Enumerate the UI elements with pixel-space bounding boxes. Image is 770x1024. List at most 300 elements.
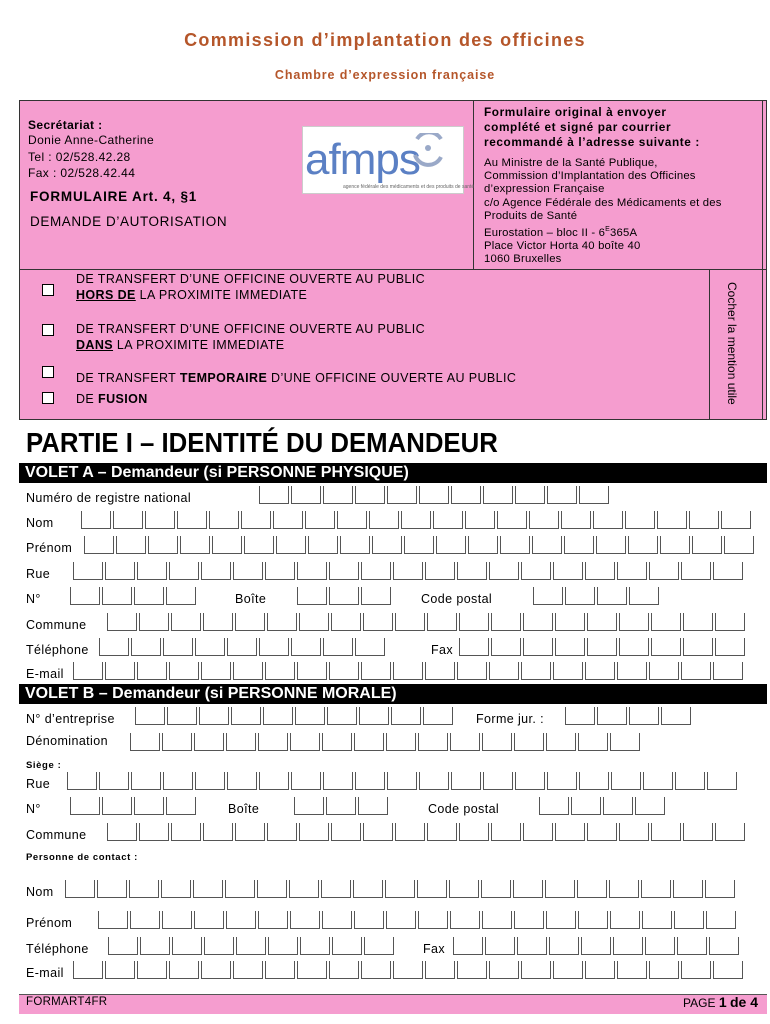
input-cell[interactable]	[199, 707, 229, 725]
input-cell[interactable]	[521, 562, 551, 580]
input-cell[interactable]	[299, 613, 329, 631]
input-cell[interactable]	[514, 911, 544, 929]
input-cell[interactable]	[137, 961, 167, 979]
input-cell[interactable]	[329, 961, 359, 979]
rue-b-input[interactable]	[67, 772, 739, 790]
input-cell[interactable]	[130, 911, 160, 929]
input-cell[interactable]	[523, 638, 553, 656]
input-cell[interactable]	[597, 707, 627, 725]
input-cell[interactable]	[546, 911, 576, 929]
input-cell[interactable]	[97, 880, 127, 898]
input-cell[interactable]	[651, 823, 681, 841]
denomination-input[interactable]	[130, 733, 642, 751]
input-cell[interactable]	[555, 613, 585, 631]
input-cell[interactable]	[587, 823, 617, 841]
input-cell[interactable]	[259, 772, 289, 790]
input-cell[interactable]	[326, 797, 356, 815]
input-cell[interactable]	[161, 880, 191, 898]
input-cell[interactable]	[361, 961, 391, 979]
input-cell[interactable]	[169, 662, 199, 680]
input-cell[interactable]	[297, 961, 327, 979]
input-cell[interactable]	[533, 587, 563, 605]
input-cell[interactable]	[451, 772, 481, 790]
input-cell[interactable]	[500, 536, 530, 554]
input-cell[interactable]	[226, 733, 256, 751]
input-cell[interactable]	[629, 587, 659, 605]
input-cell[interactable]	[194, 911, 224, 929]
input-cell[interactable]	[364, 937, 394, 955]
input-cell[interactable]	[579, 772, 609, 790]
input-cell[interactable]	[289, 880, 319, 898]
input-cell[interactable]	[451, 486, 481, 504]
input-cell[interactable]	[139, 613, 169, 631]
input-cell[interactable]	[483, 772, 513, 790]
nom-b-input[interactable]	[65, 880, 737, 898]
input-cell[interactable]	[290, 733, 320, 751]
input-cell[interactable]	[545, 880, 575, 898]
input-cell[interactable]	[116, 536, 146, 554]
input-cell[interactable]	[404, 536, 434, 554]
input-cell[interactable]	[625, 511, 655, 529]
numero-input[interactable]	[70, 587, 198, 605]
boite-b-input[interactable]	[294, 797, 390, 815]
input-cell[interactable]	[233, 662, 263, 680]
input-cell[interactable]	[681, 562, 711, 580]
input-cell[interactable]	[393, 961, 423, 979]
input-cell[interactable]	[131, 772, 161, 790]
input-cell[interactable]	[660, 536, 690, 554]
input-cell[interactable]	[227, 772, 257, 790]
input-cell[interactable]	[299, 823, 329, 841]
input-cell[interactable]	[137, 562, 167, 580]
input-cell[interactable]	[418, 911, 448, 929]
input-cell[interactable]	[329, 587, 359, 605]
code-postal-b-input[interactable]	[539, 797, 667, 815]
input-cell[interactable]	[459, 613, 489, 631]
input-cell[interactable]	[84, 536, 114, 554]
input-cell[interactable]	[331, 823, 361, 841]
input-cell[interactable]	[705, 880, 735, 898]
input-cell[interactable]	[129, 880, 159, 898]
input-cell[interactable]	[657, 511, 687, 529]
input-cell[interactable]	[73, 562, 103, 580]
input-cell[interactable]	[148, 536, 178, 554]
input-cell[interactable]	[297, 587, 327, 605]
input-cell[interactable]	[172, 937, 202, 955]
input-cell[interactable]	[603, 797, 633, 815]
input-cell[interactable]	[332, 937, 362, 955]
input-cell[interactable]	[98, 911, 128, 929]
input-cell[interactable]	[201, 961, 231, 979]
input-cell[interactable]	[585, 662, 615, 680]
input-cell[interactable]	[135, 707, 165, 725]
input-cell[interactable]	[393, 562, 423, 580]
input-cell[interactable]	[707, 772, 737, 790]
input-cell[interactable]	[329, 562, 359, 580]
fax-b-input[interactable]	[453, 937, 741, 955]
input-cell[interactable]	[265, 562, 295, 580]
input-cell[interactable]	[203, 613, 233, 631]
input-cell[interactable]	[523, 823, 553, 841]
input-cell[interactable]	[162, 911, 192, 929]
option-checkbox-temporaire[interactable]	[42, 366, 54, 378]
input-cell[interactable]	[521, 662, 551, 680]
input-cell[interactable]	[617, 961, 647, 979]
input-cell[interactable]	[642, 911, 672, 929]
input-cell[interactable]	[579, 486, 609, 504]
input-cell[interactable]	[649, 662, 679, 680]
input-cell[interactable]	[715, 613, 745, 631]
input-cell[interactable]	[489, 961, 519, 979]
input-cell[interactable]	[259, 486, 289, 504]
input-cell[interactable]	[267, 613, 297, 631]
input-cell[interactable]	[323, 638, 353, 656]
input-cell[interactable]	[715, 638, 745, 656]
input-cell[interactable]	[564, 536, 594, 554]
input-cell[interactable]	[645, 937, 675, 955]
input-cell[interactable]	[596, 536, 626, 554]
input-cell[interactable]	[485, 937, 515, 955]
input-cell[interactable]	[140, 937, 170, 955]
input-cell[interactable]	[555, 823, 585, 841]
input-cell[interactable]	[683, 823, 713, 841]
input-cell[interactable]	[329, 662, 359, 680]
input-cell[interactable]	[517, 937, 547, 955]
rue-input[interactable]	[73, 562, 745, 580]
input-cell[interactable]	[209, 511, 239, 529]
input-cell[interactable]	[436, 536, 466, 554]
input-cell[interactable]	[393, 662, 423, 680]
input-cell[interactable]	[553, 961, 583, 979]
entreprise-input[interactable]	[135, 707, 455, 725]
input-cell[interactable]	[395, 823, 425, 841]
input-cell[interactable]	[105, 562, 135, 580]
input-cell[interactable]	[419, 486, 449, 504]
input-cell[interactable]	[523, 613, 553, 631]
input-cell[interactable]	[321, 880, 351, 898]
input-cell[interactable]	[323, 486, 353, 504]
input-cell[interactable]	[459, 823, 489, 841]
input-cell[interactable]	[386, 733, 416, 751]
input-cell[interactable]	[276, 536, 306, 554]
input-cell[interactable]	[108, 937, 138, 955]
input-cell[interactable]	[468, 536, 498, 554]
input-cell[interactable]	[369, 511, 399, 529]
input-cell[interactable]	[137, 662, 167, 680]
input-cell[interactable]	[139, 823, 169, 841]
input-cell[interactable]	[166, 797, 196, 815]
input-cell[interactable]	[67, 772, 97, 790]
input-cell[interactable]	[145, 511, 175, 529]
forme-input[interactable]	[565, 707, 693, 725]
input-cell[interactable]	[193, 880, 223, 898]
input-cell[interactable]	[643, 772, 673, 790]
input-cell[interactable]	[427, 823, 457, 841]
commune-input[interactable]	[107, 613, 747, 631]
input-cell[interactable]	[201, 562, 231, 580]
input-cell[interactable]	[134, 587, 164, 605]
input-cell[interactable]	[515, 772, 545, 790]
input-cell[interactable]	[258, 733, 288, 751]
input-cell[interactable]	[724, 536, 754, 554]
input-cell[interactable]	[169, 961, 199, 979]
input-cell[interactable]	[233, 961, 263, 979]
input-cell[interactable]	[715, 823, 745, 841]
input-cell[interactable]	[521, 961, 551, 979]
input-cell[interactable]	[212, 536, 242, 554]
input-cell[interactable]	[363, 613, 393, 631]
input-cell[interactable]	[70, 797, 100, 815]
input-cell[interactable]	[459, 638, 489, 656]
input-cell[interactable]	[619, 613, 649, 631]
input-cell[interactable]	[300, 937, 330, 955]
input-cell[interactable]	[649, 562, 679, 580]
input-cell[interactable]	[425, 562, 455, 580]
input-cell[interactable]	[169, 562, 199, 580]
input-cell[interactable]	[291, 486, 321, 504]
input-cell[interactable]	[297, 562, 327, 580]
input-cell[interactable]	[617, 662, 647, 680]
input-cell[interactable]	[194, 733, 224, 751]
input-cell[interactable]	[585, 961, 615, 979]
input-cell[interactable]	[427, 613, 457, 631]
input-cell[interactable]	[482, 911, 512, 929]
input-cell[interactable]	[355, 638, 385, 656]
boite-input[interactable]	[297, 587, 393, 605]
input-cell[interactable]	[225, 880, 255, 898]
input-cell[interactable]	[491, 613, 521, 631]
input-cell[interactable]	[244, 536, 274, 554]
input-cell[interactable]	[450, 733, 480, 751]
input-cell[interactable]	[555, 638, 585, 656]
input-cell[interactable]	[713, 961, 743, 979]
input-cell[interactable]	[358, 797, 388, 815]
input-cell[interactable]	[547, 772, 577, 790]
input-cell[interactable]	[337, 511, 367, 529]
input-cell[interactable]	[709, 937, 739, 955]
input-cell[interactable]	[465, 511, 495, 529]
input-cell[interactable]	[322, 733, 352, 751]
option-checkbox-dans[interactable]	[42, 324, 54, 336]
input-cell[interactable]	[565, 707, 595, 725]
input-cell[interactable]	[673, 880, 703, 898]
input-cell[interactable]	[231, 707, 261, 725]
input-cell[interactable]	[561, 511, 591, 529]
input-cell[interactable]	[290, 911, 320, 929]
input-cell[interactable]	[267, 823, 297, 841]
input-cell[interactable]	[73, 961, 103, 979]
input-cell[interactable]	[354, 911, 384, 929]
input-cell[interactable]	[674, 911, 704, 929]
input-cell[interactable]	[134, 797, 164, 815]
input-cell[interactable]	[581, 937, 611, 955]
telephone-b-input[interactable]	[108, 937, 396, 955]
input-cell[interactable]	[294, 797, 324, 815]
input-cell[interactable]	[263, 707, 293, 725]
input-cell[interactable]	[450, 911, 480, 929]
input-cell[interactable]	[449, 880, 479, 898]
input-cell[interactable]	[201, 662, 231, 680]
input-cell[interactable]	[308, 536, 338, 554]
input-cell[interactable]	[102, 797, 132, 815]
input-cell[interactable]	[131, 638, 161, 656]
input-cell[interactable]	[546, 733, 576, 751]
input-cell[interactable]	[553, 662, 583, 680]
prenom-b-input[interactable]	[98, 911, 738, 929]
email-input[interactable]	[73, 662, 745, 680]
input-cell[interactable]	[395, 613, 425, 631]
commune-b-input[interactable]	[107, 823, 747, 841]
input-cell[interactable]	[491, 638, 521, 656]
input-cell[interactable]	[482, 733, 512, 751]
input-cell[interactable]	[107, 613, 137, 631]
input-cell[interactable]	[387, 772, 417, 790]
input-cell[interactable]	[195, 638, 225, 656]
input-cell[interactable]	[529, 511, 559, 529]
input-cell[interactable]	[113, 511, 143, 529]
input-cell[interactable]	[481, 880, 511, 898]
input-cell[interactable]	[162, 733, 192, 751]
input-cell[interactable]	[547, 486, 577, 504]
input-cell[interactable]	[203, 823, 233, 841]
input-cell[interactable]	[372, 536, 402, 554]
input-cell[interactable]	[585, 562, 615, 580]
input-cell[interactable]	[453, 937, 483, 955]
input-cell[interactable]	[387, 486, 417, 504]
input-cell[interactable]	[385, 880, 415, 898]
nom-input[interactable]	[81, 511, 753, 529]
input-cell[interactable]	[641, 880, 671, 898]
input-cell[interactable]	[613, 937, 643, 955]
input-cell[interactable]	[417, 880, 447, 898]
input-cell[interactable]	[102, 587, 132, 605]
input-cell[interactable]	[386, 911, 416, 929]
input-cell[interactable]	[578, 911, 608, 929]
input-cell[interactable]	[391, 707, 421, 725]
input-cell[interactable]	[359, 707, 389, 725]
input-cell[interactable]	[327, 707, 357, 725]
input-cell[interactable]	[683, 638, 713, 656]
input-cell[interactable]	[268, 937, 298, 955]
input-cell[interactable]	[423, 707, 453, 725]
input-cell[interactable]	[70, 587, 100, 605]
input-cell[interactable]	[713, 662, 743, 680]
input-cell[interactable]	[571, 797, 601, 815]
input-cell[interactable]	[265, 961, 295, 979]
input-cell[interactable]	[532, 536, 562, 554]
input-cell[interactable]	[105, 961, 135, 979]
code-postal-input[interactable]	[533, 587, 661, 605]
input-cell[interactable]	[483, 486, 513, 504]
input-cell[interactable]	[577, 880, 607, 898]
input-cell[interactable]	[401, 511, 431, 529]
input-cell[interactable]	[514, 733, 544, 751]
input-cell[interactable]	[457, 961, 487, 979]
input-cell[interactable]	[291, 772, 321, 790]
input-cell[interactable]	[163, 638, 193, 656]
input-cell[interactable]	[273, 511, 303, 529]
input-cell[interactable]	[513, 880, 543, 898]
input-cell[interactable]	[65, 880, 95, 898]
input-cell[interactable]	[692, 536, 722, 554]
input-cell[interactable]	[257, 880, 287, 898]
input-cell[interactable]	[107, 823, 137, 841]
input-cell[interactable]	[204, 937, 234, 955]
input-cell[interactable]	[291, 638, 321, 656]
input-cell[interactable]	[681, 662, 711, 680]
input-cell[interactable]	[549, 937, 579, 955]
input-cell[interactable]	[661, 707, 691, 725]
fax-input[interactable]	[459, 638, 747, 656]
input-cell[interactable]	[322, 911, 352, 929]
input-cell[interactable]	[683, 613, 713, 631]
input-cell[interactable]	[706, 911, 736, 929]
input-cell[interactable]	[258, 911, 288, 929]
prenom-input[interactable]	[84, 536, 756, 554]
input-cell[interactable]	[565, 587, 595, 605]
input-cell[interactable]	[689, 511, 719, 529]
input-cell[interactable]	[677, 937, 707, 955]
input-cell[interactable]	[363, 823, 393, 841]
input-cell[interactable]	[587, 638, 617, 656]
input-cell[interactable]	[587, 613, 617, 631]
input-cell[interactable]	[425, 662, 455, 680]
input-cell[interactable]	[578, 733, 608, 751]
input-cell[interactable]	[489, 662, 519, 680]
input-cell[interactable]	[241, 511, 271, 529]
input-cell[interactable]	[323, 772, 353, 790]
input-cell[interactable]	[227, 638, 257, 656]
input-cell[interactable]	[163, 772, 193, 790]
input-cell[interactable]	[305, 511, 335, 529]
numero-b-input[interactable]	[70, 797, 198, 815]
input-cell[interactable]	[354, 733, 384, 751]
input-cell[interactable]	[180, 536, 210, 554]
input-cell[interactable]	[361, 562, 391, 580]
input-cell[interactable]	[233, 562, 263, 580]
input-cell[interactable]	[99, 638, 129, 656]
input-cell[interactable]	[361, 662, 391, 680]
input-cell[interactable]	[355, 772, 385, 790]
input-cell[interactable]	[166, 587, 196, 605]
input-cell[interactable]	[675, 772, 705, 790]
input-cell[interactable]	[681, 961, 711, 979]
input-cell[interactable]	[609, 880, 639, 898]
input-cell[interactable]	[177, 511, 207, 529]
input-cell[interactable]	[491, 823, 521, 841]
input-cell[interactable]	[597, 587, 627, 605]
input-cell[interactable]	[171, 823, 201, 841]
input-cell[interactable]	[611, 772, 641, 790]
input-cell[interactable]	[340, 536, 370, 554]
input-cell[interactable]	[99, 772, 129, 790]
email-b-input[interactable]	[73, 961, 745, 979]
input-cell[interactable]	[259, 638, 289, 656]
input-cell[interactable]	[649, 961, 679, 979]
input-cell[interactable]	[619, 823, 649, 841]
input-cell[interactable]	[629, 707, 659, 725]
input-cell[interactable]	[610, 911, 640, 929]
input-cell[interactable]	[617, 562, 647, 580]
input-cell[interactable]	[236, 937, 266, 955]
input-cell[interactable]	[295, 707, 325, 725]
option-checkbox-fusion[interactable]	[42, 392, 54, 404]
registre-input[interactable]	[259, 486, 611, 504]
input-cell[interactable]	[457, 562, 487, 580]
input-cell[interactable]	[418, 733, 448, 751]
input-cell[interactable]	[651, 638, 681, 656]
input-cell[interactable]	[81, 511, 111, 529]
